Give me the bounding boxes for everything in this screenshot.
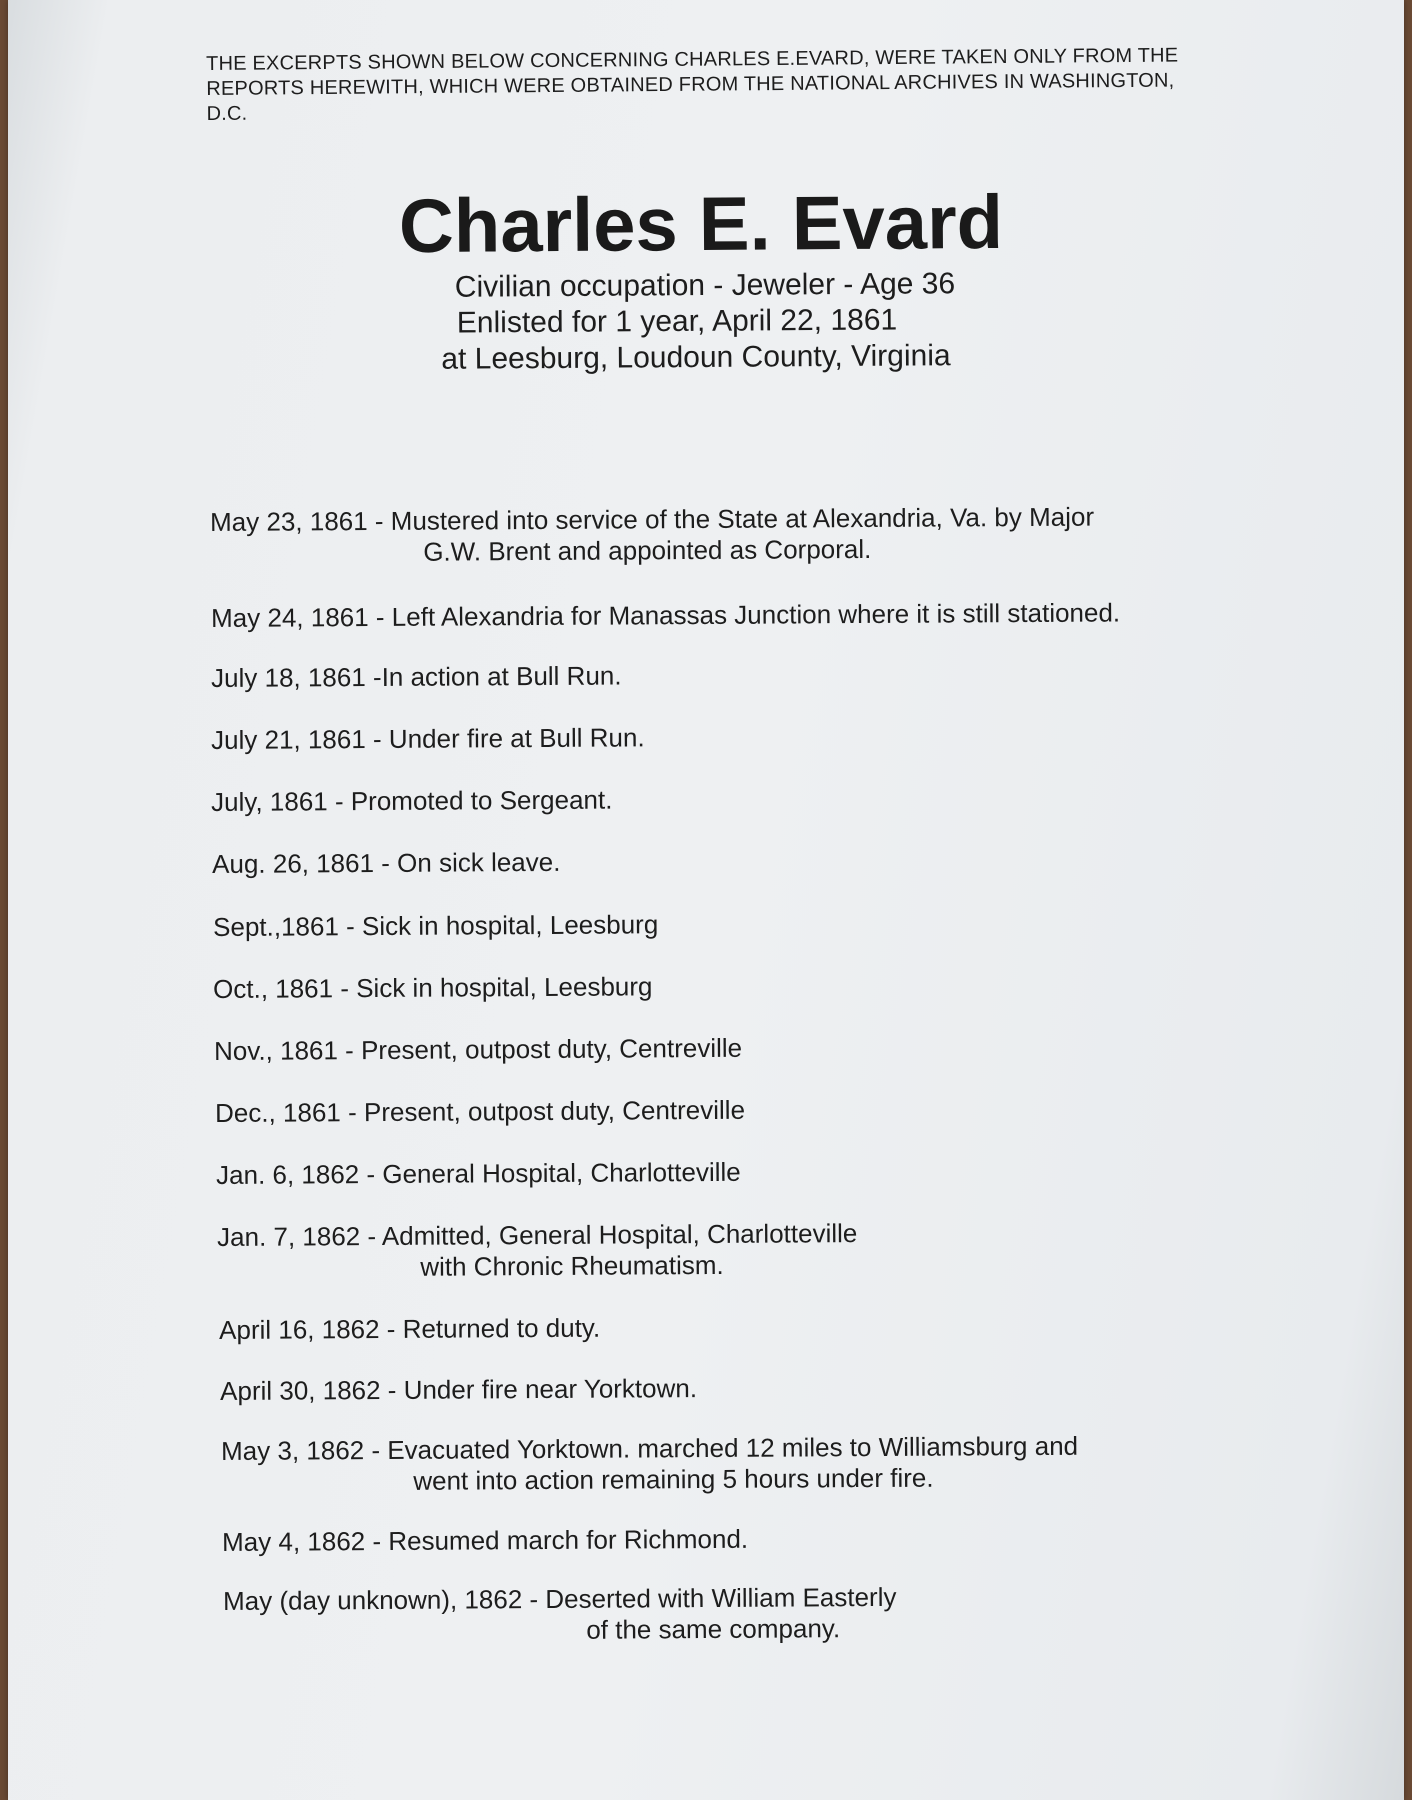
entry-dec-1861 — [215, 1095, 745, 1129]
entry-april-16-1862 — [219, 1313, 600, 1346]
header-note: THE EXCERPTS SHOWN BELOW CONCERNING CHARLES E.EVARD, WERE TAKEN ONLY FROM THE REPORTS HEREWITH, WHICH WERE OBTAINED FROM THE NATIONAL ARCHIVES IN WASHINGTON, D.C. — [206, 44, 1179, 125]
entry-text: May 4, 1862 - Resumed march for Richmond. — [222, 1523, 749, 1557]
document-page — [8, 0, 1404, 1800]
entry-jan-7-1862 — [217, 1218, 858, 1284]
subtitle-enlistment: Enlisted for 1 year, April 22, 1861 — [456, 303, 898, 340]
entry-text: Jan. 6, 1862 - General Hospital, Charlotteville — [216, 1156, 741, 1190]
subtitle-location: at Leesburg, Loudoun County, Virginia — [441, 339, 951, 376]
entry-text: Nov., 1861 - Present, outpost duty, Centreville — [214, 1032, 743, 1066]
entry-text: Aug. 26, 1861 - On sick leave. — [212, 846, 561, 879]
entry-continuation: with Chronic Rheumatism. — [420, 1249, 724, 1282]
entry-text: July 21, 1861 - Under fire at Bull Run. — [211, 722, 645, 755]
entry-continuation: G.W. Brent and appointed as Corporal. — [423, 533, 872, 567]
entry-text: Sept.,1861 - Sick in hospital, Leesburg — [213, 909, 659, 942]
entry-may-1862-deserted — [223, 1582, 897, 1648]
entry-aug-26-1861 — [212, 847, 560, 880]
entry-jan-6-1862 — [216, 1157, 741, 1191]
subtitle-occupation: Civilian occupation - Jeweler - Age 36 — [454, 267, 956, 304]
entry-text: July 18, 1861 -In action at Bull Run. — [211, 660, 622, 693]
entry-may-24-1861 — [211, 597, 1120, 634]
entry-may-3-1862 — [221, 1431, 1078, 1498]
entry-text: Oct., 1861 - Sick in hospital, Leesburg — [213, 971, 653, 1004]
entry-text: May 24, 1861 - Left Alexandria for Manassas Junction where it is still stationed. — [211, 597, 1121, 633]
entry-continuation: went into action remaining 5 hours under fire. — [413, 1462, 934, 1496]
page-title: Charles E. Evard — [398, 179, 1004, 270]
entry-text: July, 1861 - Promoted to Sergeant. — [211, 784, 613, 817]
entry-continuation: of the same company. — [586, 1613, 841, 1645]
entry-text: Dec., 1861 - Present, outpost duty, Centreville — [215, 1094, 746, 1128]
entry-may-23-1861 — [210, 502, 1094, 569]
entry-text: April 16, 1862 - Returned to duty. — [219, 1312, 601, 1345]
entry-july-21-1861 — [211, 722, 645, 756]
entry-may-4-1862 — [222, 1524, 748, 1558]
entry-text: April 30, 1862 - Under fire near Yorktown. — [220, 1373, 698, 1406]
entry-text: May 3, 1862 - Evacuated Yorktown. marched 12 miles to Williamsburg and — [221, 1430, 1079, 1466]
entry-oct-1861 — [213, 971, 653, 1005]
entry-april-30-1862 — [220, 1373, 697, 1407]
entry-text: Jan. 7, 1862 - Admitted, General Hospital, Charlotteville — [217, 1218, 858, 1252]
entry-july-18-1861 — [211, 660, 622, 694]
entry-july-1861 — [211, 785, 612, 818]
entry-text: May 23, 1861 - Mustered into service of the State at Alexandria, Va. by Major — [210, 501, 1095, 537]
entry-sept-1861 — [213, 909, 658, 943]
entry-text: May (day unknown), 1862 - Deserted with William Easterly — [223, 1581, 897, 1616]
entry-nov-1861 — [214, 1033, 742, 1067]
